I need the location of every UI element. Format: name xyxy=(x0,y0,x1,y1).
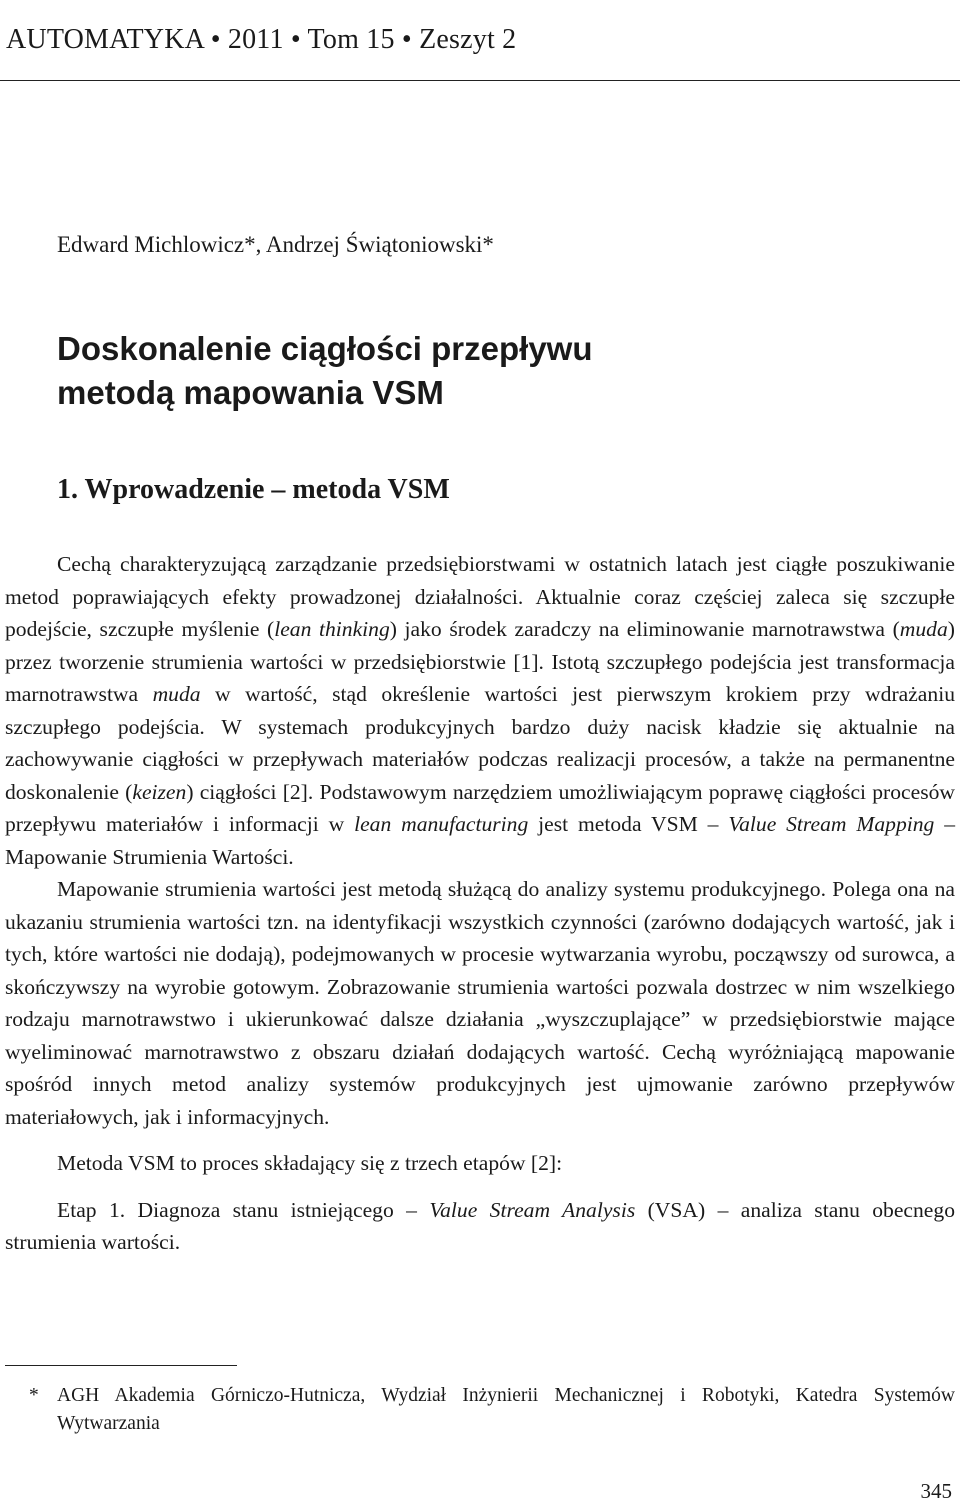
p1-text: Cechą charakteryzującą zarządzanie przedsiębiorstwami w ostatnich latach jest ciągłe poszukiwanie metod poprawiających efekty prowadzonej działalności. Aktualnie coraz częściej zaleca się szczupłe podejście, szczupłe myślenie ( xyxy=(5,552,955,641)
paragraph-3: Metoda VSM to proces składający się z trzech etapów [2]: xyxy=(57,1151,563,1175)
paragraph-4 xyxy=(5,1194,955,1259)
p1-text: jest metoda VSM – xyxy=(528,812,729,836)
p1-text: – Mapowanie Strumienia Wartości. xyxy=(5,812,955,869)
title-line-2: metodą mapowania VSM xyxy=(57,374,444,411)
footnote-rule xyxy=(5,1365,237,1366)
p4-text: (VSA) – analiza stanu obecnego strumienia wartości. xyxy=(5,1197,955,1254)
p1-term-lean-thinking: lean thinking xyxy=(274,617,390,641)
title-line-1: Doskonalenie ciągłości przepływu xyxy=(57,330,593,367)
p1-text: ) ciągłości [2]. Podstawowym narzędziem umożliwiającym poprawę ciągłości procesów przepływu materiałów i informacji w xyxy=(5,779,955,836)
p1-term-vsm: Value Stream Mapping xyxy=(728,812,935,836)
p1-term-muda: muda xyxy=(152,682,201,706)
page-number: 345 xyxy=(920,1479,952,1503)
p1-text: ) jako środek zaradczy na eliminowanie marnotrawstwa ( xyxy=(389,617,900,641)
p4-text: Etap 1. Diagnoza stanu istniejącego – xyxy=(57,1197,430,1222)
authors: Edward Michlowicz*, Andrzej Świątoniowski* xyxy=(57,232,494,257)
paper-title xyxy=(57,327,593,415)
p4-term-vsa: Value Stream Analysis xyxy=(429,1197,636,1222)
running-header: AUTOMATYKA • 2011 • Tom 15 • Zeszyt 2 xyxy=(6,24,517,55)
paragraph-2: Mapowanie strumienia wartości jest metodą służącą do analizy systemu produkcyjnego. Polega ona na ukazaniu strumienia wartości tzn. na identyfikacji wszystkich czynności (zarówno dodających wartość, jak i tych, które wartości nie dodają), podejmowanych w procesie wytwarzania wyrobu, począwszy od surowca, a skończywszy na wyrobie gotowym. Zobrazowanie strumienia wartości pozwala dostrzec w nim wszelkiego rodzaju marnotrawstwo i ukierunkować dalsze działania „wyszczuplające” w przedsiębiorstwie mające wyeliminować marnotrawstwo z obszaru działań dodających wartość. Cechą wyróżniającą mapowanie spośród innych metod analizy systemów produkcyjnych jest ujmowanie zarówno przepływów materiałowych, jak i informacyjnych. xyxy=(5,877,955,1129)
header-rule xyxy=(0,80,960,81)
paragraph-1 xyxy=(5,548,955,873)
body-text xyxy=(5,548,955,1259)
p1-term-keizen: keizen xyxy=(132,779,187,804)
footnote-mark: * xyxy=(29,1385,39,1406)
p1-text: ) przez tworzenie strumienia wartości w przedsiębiorstwie [1]. Istotą szczupłego podejścia jest transformacja marnotrawstwa xyxy=(5,617,955,706)
footnote xyxy=(5,1382,955,1438)
section-heading: 1. Wprowadzenie – metoda VSM xyxy=(57,474,450,505)
footnote-text: AGH Akademia Górniczo-Hutnicza, Wydział Inżynierii Mechanicznej i Robotyki, Katedra Systemów Wytwarzania xyxy=(57,1385,955,1434)
p1-term-muda: muda xyxy=(899,617,948,641)
p1-term-lean-manufacturing: lean manufacturing xyxy=(354,812,529,836)
p1-text: w wartość, stąd określenie wartości jest pierwszym krokiem przy wdrażaniu szczupłego podejścia. W systemach produkcyjnych bardzo duży nacisk kładzie się aktualnie na zachowywanie ciągłości w przepływach materiałów podczas realizacji procesów, a także na permanentne doskonalenie ( xyxy=(5,682,955,804)
